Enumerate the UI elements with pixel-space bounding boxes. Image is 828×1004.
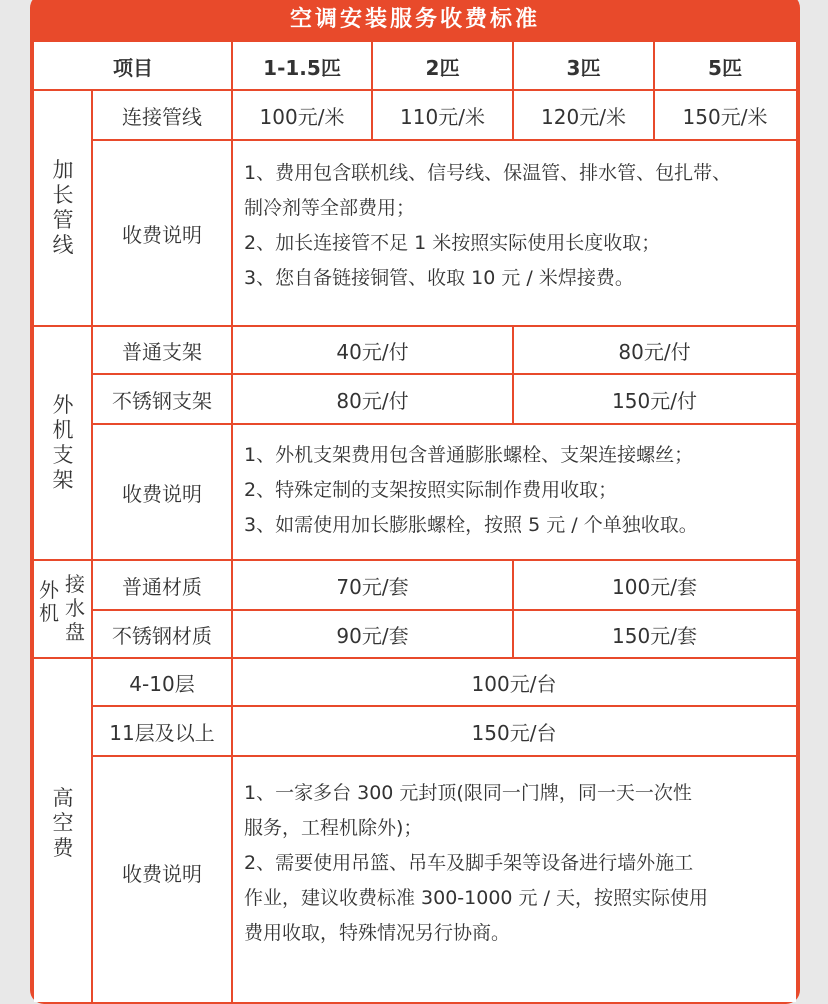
- header-col-4: 5匹: [708, 55, 742, 80]
- grid-line: [34, 657, 796, 659]
- price-bracket-steel-b: 150元/付: [612, 388, 697, 413]
- note-label-bracket: 收费说明: [122, 481, 202, 506]
- grid-line: [512, 560, 514, 658]
- grid-line: [92, 423, 796, 425]
- price-tray-normal-b: 100元/套: [612, 574, 697, 599]
- price-bracket-normal-a: 40元/付: [336, 339, 409, 364]
- row-label-tray-normal: 普通材质: [122, 574, 202, 599]
- grid-line: [512, 42, 514, 140]
- group-char: 接: [65, 572, 85, 596]
- grid-line: [92, 609, 796, 611]
- row-label-bracket-normal: 普通支架: [122, 339, 202, 364]
- group-char: 加: [52, 158, 74, 182]
- row-label-pipe: 连接管线: [122, 104, 202, 129]
- group-char: 费: [52, 836, 74, 860]
- price-pipe-1: 100元/米: [259, 104, 345, 129]
- grid-line: [34, 325, 796, 327]
- grid-line: [92, 139, 796, 141]
- note-line: 3、如需使用加长膨胀螺栓，按照 5 元 / 个单独收取。: [244, 514, 698, 536]
- row-label-tray-steel: 不锈钢材质: [112, 623, 212, 648]
- group-char: 机: [52, 418, 74, 442]
- header-item: 项目: [113, 55, 153, 80]
- group-char: 机: [39, 601, 59, 625]
- group-char: 支: [52, 443, 74, 467]
- grid-line: [231, 42, 233, 1002]
- header-col-1: 1-1.5匹: [263, 55, 341, 80]
- notes-pipe: [232, 156, 796, 316]
- note-line: 费用收取，特殊情况另行协商。: [244, 922, 511, 944]
- notes-bracket: [232, 438, 796, 550]
- header-col-3: 3匹: [566, 55, 601, 80]
- price-pipe-3: 120元/米: [541, 104, 626, 129]
- price-pipe-2: 110元/米: [400, 104, 485, 129]
- note-line: 作业，建议收费标准 300-1000 元 / 天，按照实际使用: [244, 887, 709, 909]
- group-char: 管: [52, 208, 74, 232]
- price-tray-normal-a: 70元/套: [336, 574, 409, 599]
- grid-line: [34, 559, 796, 561]
- grid-line: [371, 42, 373, 140]
- grid-line: [92, 705, 796, 707]
- group-label-pipe: [34, 90, 92, 326]
- price-floor-4-10: 100元/台: [471, 671, 557, 696]
- note-line: 2、需要使用吊篮、吊车及脚手架等设备进行墙外施工: [244, 852, 694, 874]
- group-label-tray-right: [62, 566, 88, 650]
- group-char: 盘: [65, 620, 85, 644]
- grid-line: [92, 373, 796, 375]
- price-table: [34, 42, 796, 1002]
- grid-line: [92, 755, 796, 757]
- group-char: 长: [52, 183, 74, 207]
- row-label-bracket-steel: 不锈钢支架: [112, 388, 212, 413]
- note-line: 3、您自备链接铜管、收取 10 元 / 米焊接费。: [244, 267, 634, 289]
- note-label-height: 收费说明: [122, 861, 202, 886]
- group-char: 空: [52, 811, 74, 835]
- grid-line: [34, 89, 796, 91]
- group-char: 外: [52, 393, 74, 417]
- group-char: 水: [65, 596, 85, 620]
- price-pipe-4: 150元/米: [682, 104, 768, 129]
- note-line: 1、外机支架费用包含普通膨胀螺栓、支架连接螺丝；: [244, 444, 694, 466]
- grid-line: [653, 42, 655, 140]
- page-title: 空调安装服务收费标准: [34, 0, 796, 42]
- row-label-floor-11-plus: 11层及以上: [109, 720, 215, 745]
- group-label-bracket: [34, 326, 92, 560]
- group-char: 外: [39, 578, 59, 602]
- price-tray-steel-a: 90元/套: [336, 623, 409, 648]
- grid-line: [91, 90, 93, 1002]
- notes-height: [232, 776, 796, 966]
- group-label-tray-left: [36, 572, 62, 632]
- note-line: 2、加长连接管不足 1 米按照实际使用长度收取；: [244, 232, 661, 254]
- header-col-2: 2匹: [425, 55, 460, 80]
- note-line: 制冷剂等全部费用；: [244, 197, 416, 219]
- row-label-floor-4-10: 4-10层: [129, 671, 195, 696]
- price-floor-11-plus: 150元/台: [471, 720, 557, 745]
- note-label-pipe: 收费说明: [122, 222, 202, 247]
- price-bracket-steel-a: 80元/付: [336, 388, 409, 413]
- group-char: 架: [52, 468, 74, 492]
- group-char: 线: [52, 233, 74, 257]
- group-char: 高: [52, 786, 74, 810]
- note-line: 1、费用包含联机线、信号线、保温管、排水管、包扎带、: [244, 162, 732, 184]
- note-line: 服务，工程机除外)；: [244, 817, 423, 839]
- price-bracket-normal-b: 80元/付: [618, 339, 691, 364]
- grid-line: [512, 326, 514, 424]
- group-label-height: [34, 658, 92, 1002]
- price-tray-steel-b: 150元/套: [612, 623, 697, 648]
- note-line: 1、一家多台 300 元封顶(限同一门牌，同一天一次性: [244, 782, 692, 804]
- note-line: 2、特殊定制的支架按照实际制作费用收取；: [244, 479, 618, 501]
